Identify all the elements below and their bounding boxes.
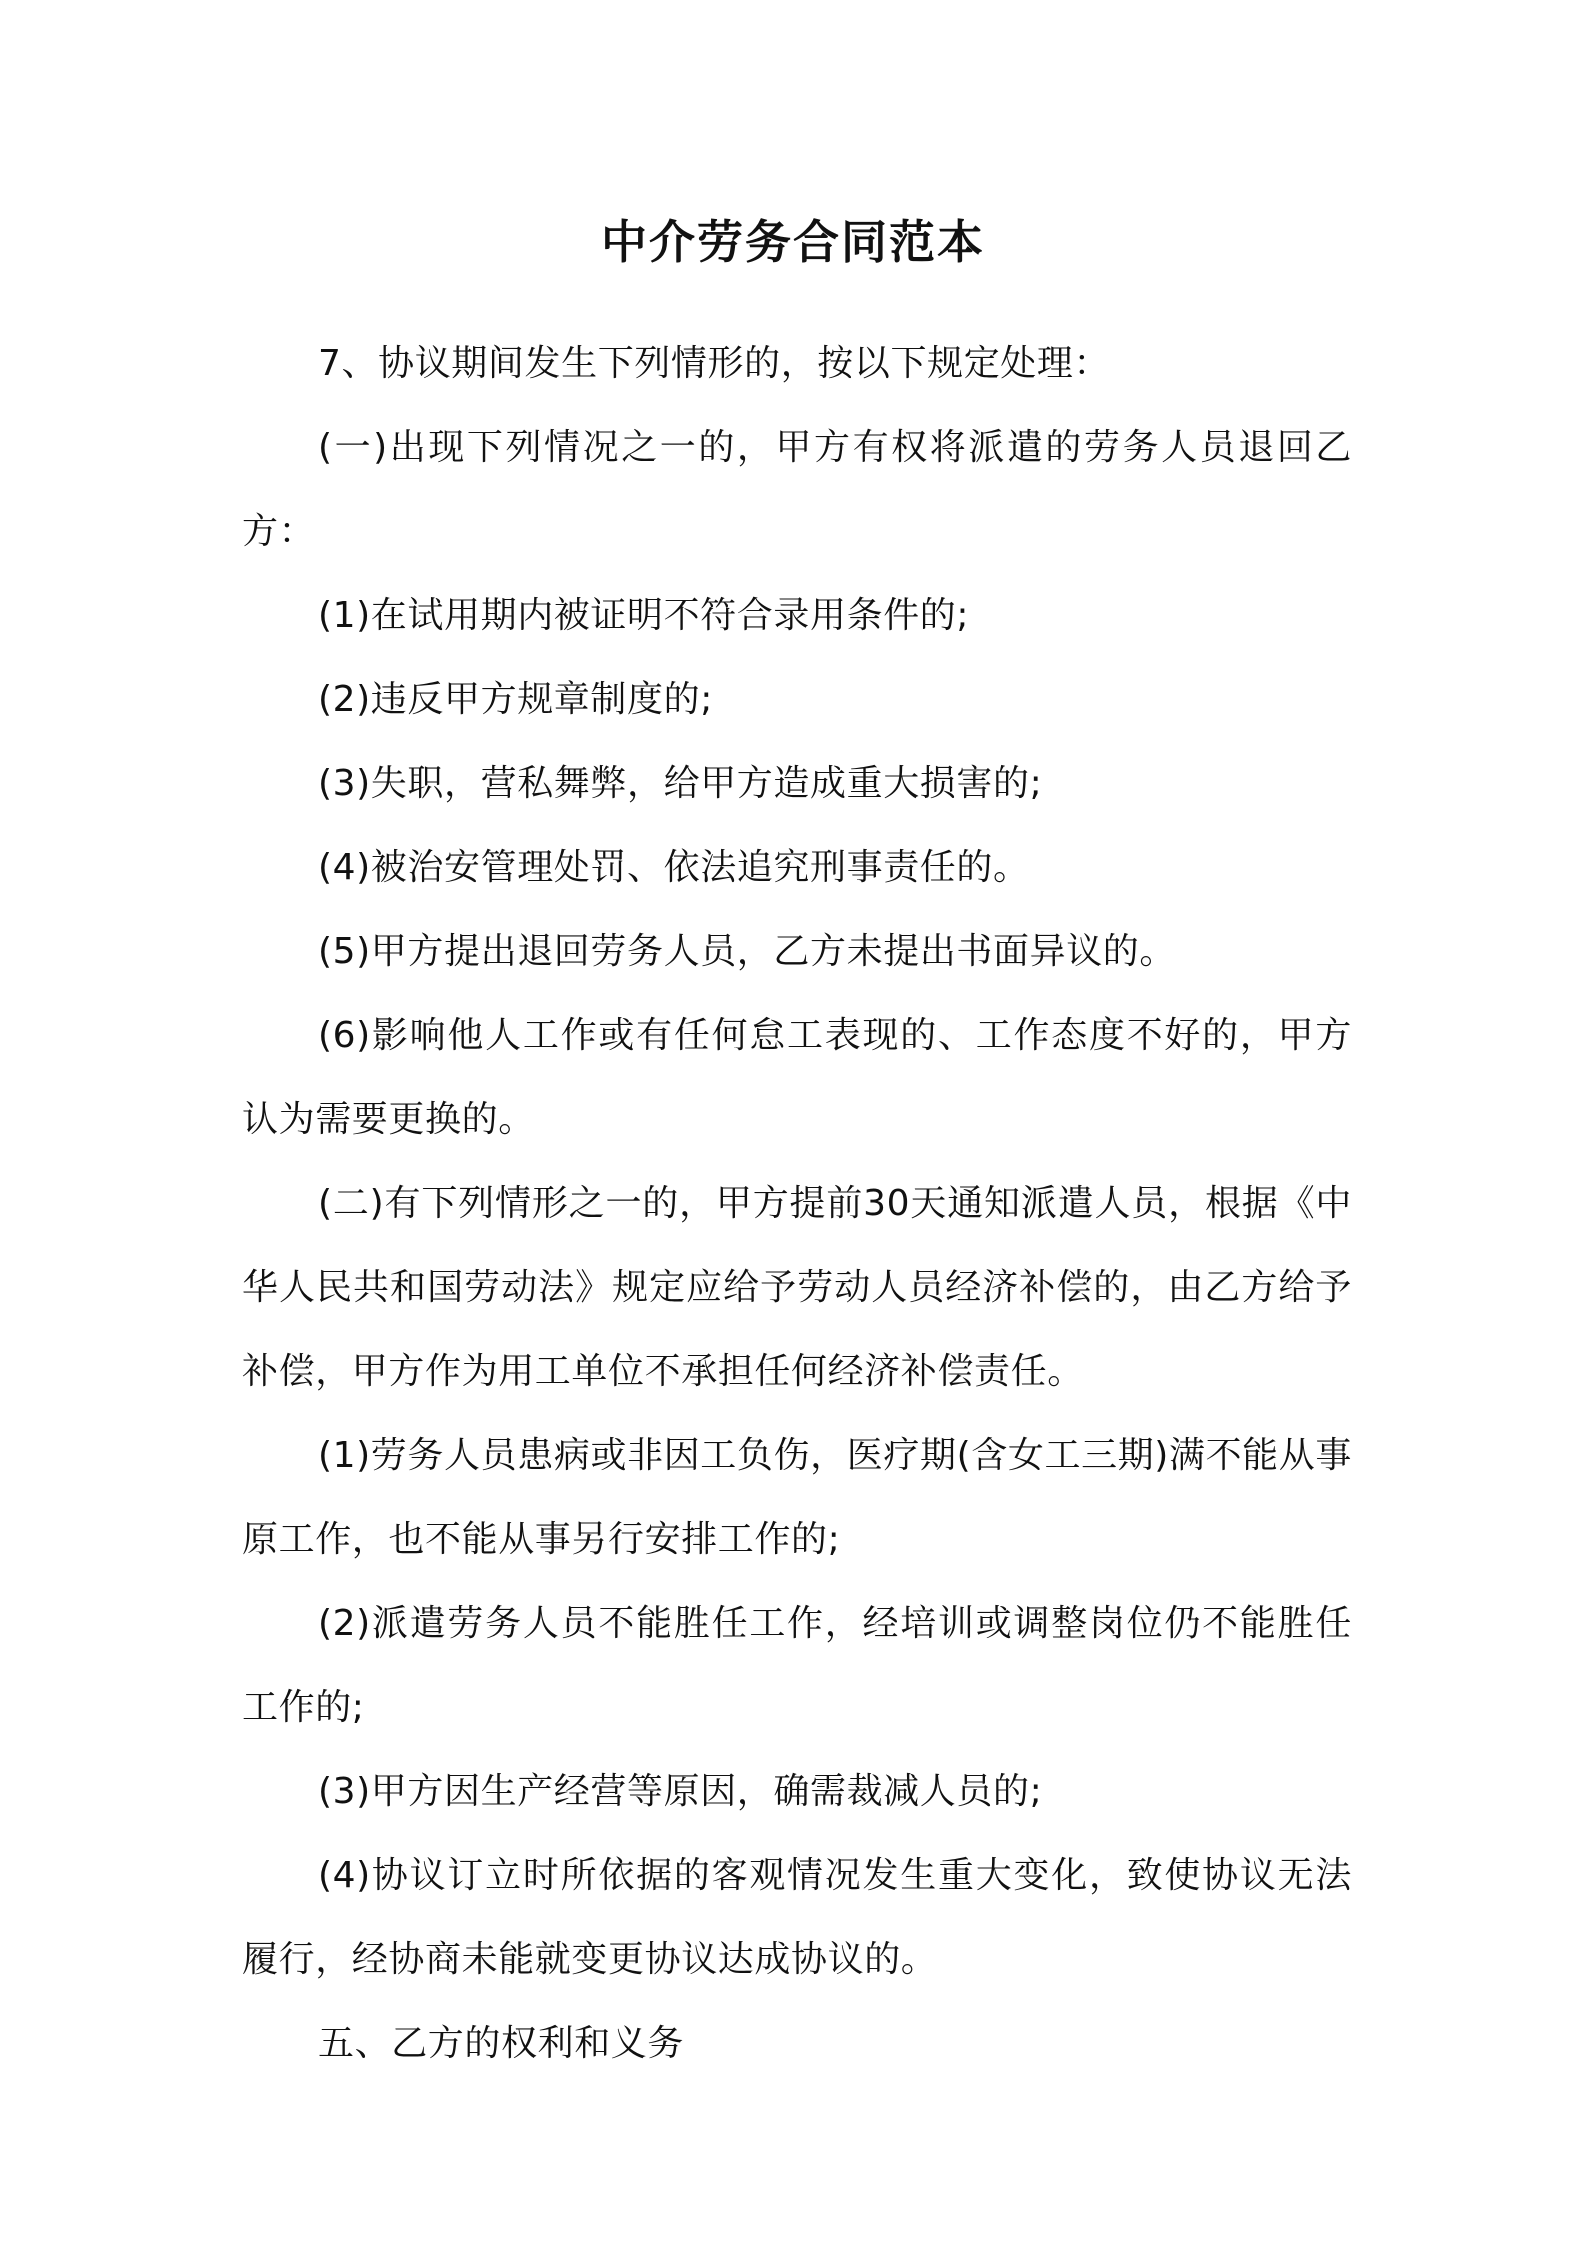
paragraph-section-2: (二)有下列情形之一的，甲方提前30天通知派遣人员，根据《中华人民共和国劳动法》规定应给予劳动人员经济补偿的，由乙方给予补偿，甲方作为用工单位不承担任何经济补偿责任。 [242,1183,1352,1392]
paragraph-item-1: (1)在试用期内被证明不符合录用条件的; [318,595,970,636]
paragraph-section-1: (一)出现下列情况之一的，甲方有权将派遣的劳务人员退回乙方： [242,427,1352,552]
paragraph-item-2-4: (4)协议订立时所依据的客观情况发生重大变化，致使协议无法履行，经协商未能就变更协议达成协议的。 [242,1855,1352,1980]
paragraph-item-6: (6)影响他人工作或有任何怠工表现的、工作态度不好的，甲方认为需要更换的。 [242,1015,1352,1140]
document-title: 中介劳务合同范本 [601,215,985,269]
paragraph-item-5: (5)甲方提出退回劳务人员，乙方未提出书面异议的。 [318,931,1176,972]
paragraph-item-2-3: (3)甲方因生产经营等原因，确需裁减人员的; [318,1771,1043,1812]
document-body [242,322,1352,2086]
paragraph-item-2: (2)违反甲方规章制度的; [318,679,713,720]
paragraph-clause-7: 7、协议期间发生下列情形的，按以下规定处理： [318,343,1111,384]
paragraph-item-2-2: (2)派遣劳务人员不能胜任工作，经培训或调整岗位仍不能胜任工作的; [242,1603,1352,1728]
paragraph-item-2-1: (1)劳务人员患病或非因工负伤，医疗期(含女工三期)满不能从事原工作，也不能从事另行安排工作的; [242,1435,1352,1560]
paragraph-item-3: (3)失职，营私舞弊，给甲方造成重大损害的; [318,763,1043,804]
section-heading-5: 五、乙方的权利和义务 [318,2023,685,2064]
paragraph-item-4: (4)被治安管理处罚、依法追究刑事责任的。 [318,847,1030,888]
